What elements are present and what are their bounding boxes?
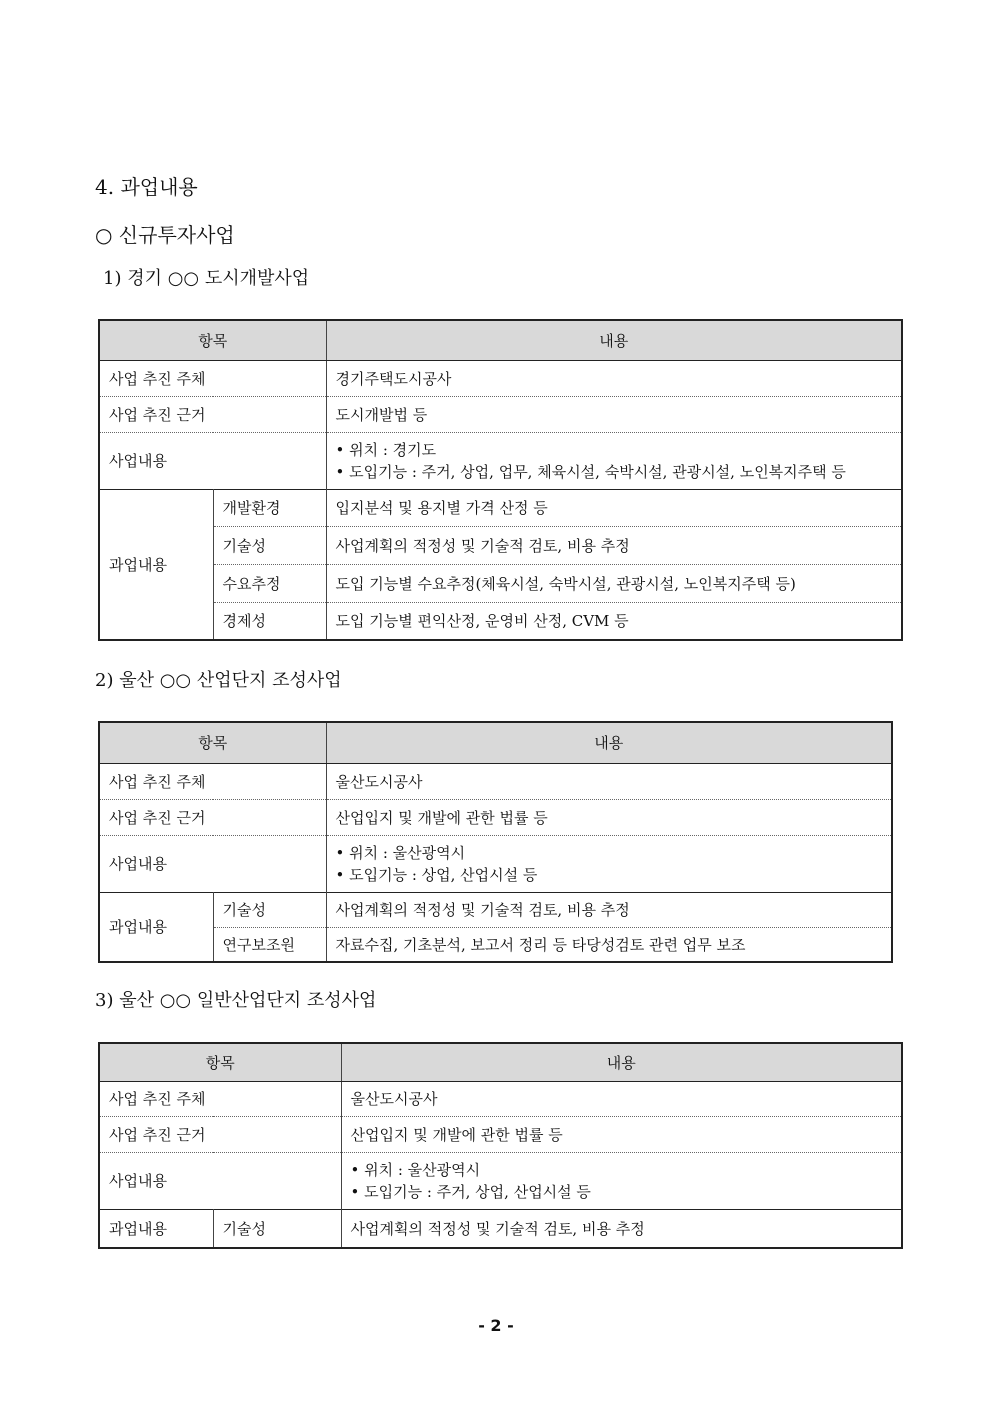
basis-label: 사업 추진 근거 xyxy=(99,1116,341,1152)
task-desc: 도입 기능별 수요추정(체육시설, 숙박시설, 관광시설, 노인복지주택 등) xyxy=(326,564,902,602)
entity-label: 사업 추진 주체 xyxy=(99,360,326,396)
content-label: 사업내용 xyxy=(99,432,326,489)
task-desc: 사업계획의 적정성 및 기술적 검토, 비용 추정 xyxy=(326,892,892,927)
task-label: 과업내용 xyxy=(99,1209,213,1248)
content-location: • 위치 : 울산광역시 xyxy=(350,1160,481,1179)
basis-value: 도시개발법 등 xyxy=(326,396,902,432)
content-header: 내용 xyxy=(341,1043,902,1081)
project-2-table xyxy=(98,721,893,963)
category-title: ○ 신규투자사업 xyxy=(95,223,235,247)
content-location: • 위치 : 경기도 xyxy=(335,440,437,459)
item-header: 항목 xyxy=(99,320,326,360)
content-label: 사업내용 xyxy=(99,835,326,892)
section-title: 4. 과업내용 xyxy=(95,175,198,199)
item-header: 항목 xyxy=(99,1043,341,1081)
project-3-table xyxy=(98,1042,903,1249)
task-name: 기술성 xyxy=(213,892,326,927)
project-3-title: 3) 울산 ○○ 일반산업단지 조성사업 xyxy=(95,990,377,1011)
entity-value: 울산도시공사 xyxy=(326,763,892,799)
task-desc: 자료수집, 기초분석, 보고서 정리 등 타당성검토 관련 업무 보조 xyxy=(326,927,892,962)
basis-label: 사업 추진 근거 xyxy=(99,799,326,835)
content-header: 내용 xyxy=(326,722,892,763)
content-value xyxy=(326,835,892,892)
task-name: 경제성 xyxy=(213,602,326,640)
entity-label: 사업 추진 주체 xyxy=(99,1081,341,1116)
task-name: 기술성 xyxy=(213,526,326,564)
task-name: 연구보조원 xyxy=(213,927,326,962)
content-functions: • 도입기능 : 주거, 상업, 업무, 체육시설, 숙박시설, 관광시설, 노인복지주택 등 xyxy=(335,462,846,481)
project-2-title: 2) 울산 ○○ 산업단지 조성사업 xyxy=(95,670,342,691)
task-name: 기술성 xyxy=(213,1209,341,1248)
task-desc: 사업계획의 적정성 및 기술적 검토, 비용 추정 xyxy=(326,526,902,564)
task-desc: 도입 기능별 편익산정, 운영비 산정, CVM 등 xyxy=(326,602,902,640)
basis-value: 산업입지 및 개발에 관한 법률 등 xyxy=(326,799,892,835)
content-value xyxy=(326,432,902,489)
entity-value: 울산도시공사 xyxy=(341,1081,902,1116)
task-desc: 입지분석 및 용지별 가격 산정 등 xyxy=(326,489,902,526)
project-1-table xyxy=(98,319,903,641)
basis-value: 산업입지 및 개발에 관한 법률 등 xyxy=(341,1116,902,1152)
basis-label: 사업 추진 근거 xyxy=(99,396,326,432)
content-location: • 위치 : 울산광역시 xyxy=(335,843,466,862)
item-header: 항목 xyxy=(99,722,326,763)
content-header: 내용 xyxy=(326,320,902,360)
task-name: 개발환경 xyxy=(213,489,326,526)
entity-value: 경기주택도시공사 xyxy=(326,360,902,396)
content-functions: • 도입기능 : 주거, 상업, 산업시설 등 xyxy=(350,1182,591,1201)
task-name: 수요추정 xyxy=(213,564,326,602)
content-value xyxy=(341,1152,902,1209)
content-label: 사업내용 xyxy=(99,1152,341,1209)
page-number: - 2 - xyxy=(478,1316,514,1335)
task-desc: 사업계획의 적정성 및 기술적 검토, 비용 추정 xyxy=(341,1209,902,1248)
project-1-title: 1) 경기 ○○ 도시개발사업 xyxy=(103,268,310,289)
content-functions: • 도입기능 : 상업, 산업시설 등 xyxy=(335,865,538,884)
entity-label: 사업 추진 주체 xyxy=(99,763,326,799)
task-label: 과업내용 xyxy=(99,489,213,640)
task-label: 과업내용 xyxy=(99,892,213,962)
